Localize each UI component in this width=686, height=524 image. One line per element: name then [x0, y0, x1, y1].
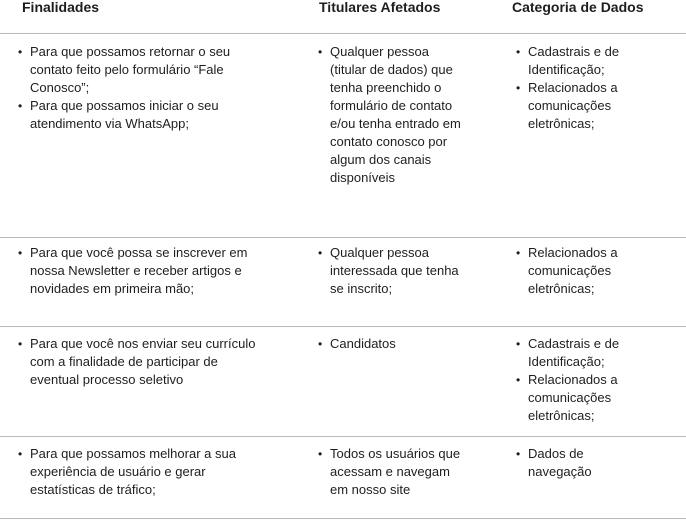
list-item: • Para que você possa se inscrever em nossa Newsletter e receber artigos e novidades em primeira mão;	[18, 244, 268, 298]
list-item: • Para que possamos retornar o seu contato feito pelo formulário “Fale Conosco”;	[18, 43, 268, 97]
list-item: • Dados de navegação	[516, 445, 646, 481]
list-item: • Todos os usuários que acessam e navegam em nosso site	[318, 445, 463, 499]
list-item: • Relacionados a comunicações eletrônicas;	[516, 244, 646, 298]
row1-finalidades	[18, 43, 268, 133]
row-divider	[0, 237, 686, 238]
row-divider	[0, 33, 686, 34]
list-item: • Relacionados a comunicações eletrônicas;	[516, 79, 646, 133]
list-item: • Para que possamos iniciar o seu atendimento via WhatsApp;	[18, 97, 268, 133]
row-divider	[0, 326, 686, 327]
list-item: • Relacionados a comunicações eletrônicas;	[516, 371, 646, 425]
row1-categorias	[516, 43, 646, 133]
list-item: • Qualquer pessoa (titular de dados) que tenha preenchido o formulário de contato e/ou tenha entrado em contato conosco por algum dos canais disponíveis	[318, 43, 463, 187]
row4-categorias	[516, 445, 646, 481]
list-item: • Cadastrais e de Identificação;	[516, 43, 646, 79]
header-categoria-de-dados: Categoria de Dados	[512, 0, 644, 15]
row3-categorias	[516, 335, 646, 425]
list-item: • Qualquer pessoa interessada que tenha se inscrito;	[318, 244, 463, 298]
header-finalidades: Finalidades	[22, 0, 100, 15]
row3-titulares	[318, 335, 463, 353]
list-item: • Candidatos	[318, 335, 463, 353]
row1-titulares	[318, 43, 463, 187]
row2-titulares	[318, 244, 463, 298]
row4-titulares	[318, 445, 463, 499]
list-item: • Cadastrais e de Identificação;	[516, 335, 646, 371]
row-divider	[0, 436, 686, 437]
list-item: • Para que você nos enviar seu currículo com a finalidade de participar de eventual processo seletivo	[18, 335, 268, 389]
row3-finalidades	[18, 335, 268, 389]
row2-finalidades	[18, 244, 268, 298]
row4-finalidades	[18, 445, 268, 499]
row-divider	[0, 518, 686, 519]
list-item: • Para que possamos melhorar a sua experiência de usuário e gerar estatísticas de tráfico;	[18, 445, 268, 499]
header-titulares-afetados: Titulares Afetados	[319, 0, 441, 15]
row2-categorias	[516, 244, 646, 298]
